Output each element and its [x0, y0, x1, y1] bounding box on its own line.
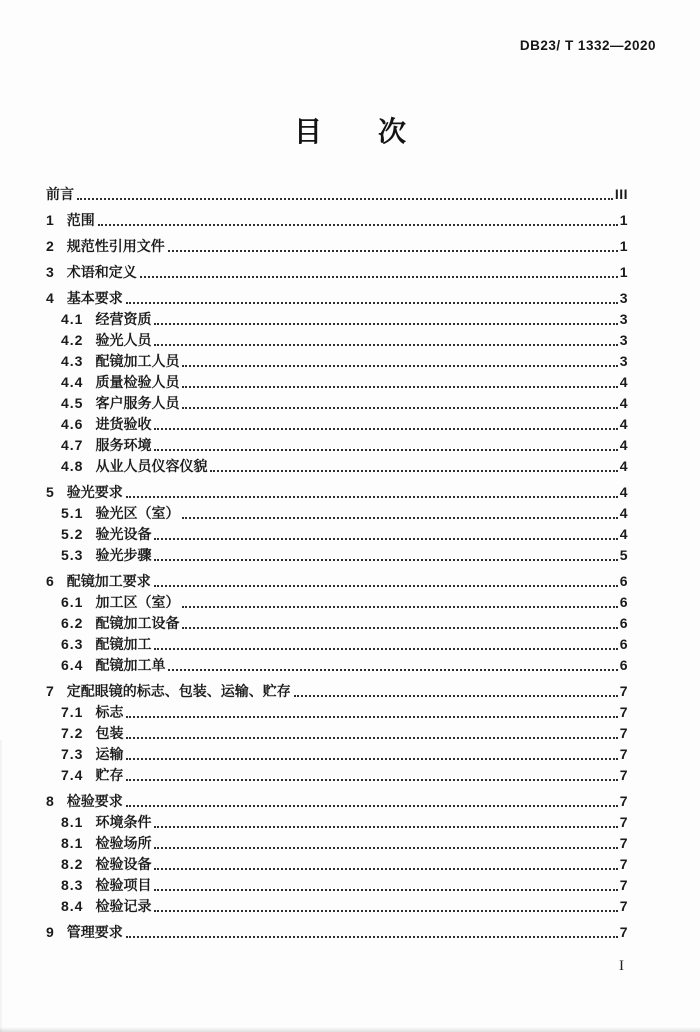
entry-page: 6	[619, 636, 628, 652]
entry-number: 1	[46, 212, 55, 228]
entry-page: 7	[619, 924, 628, 940]
leader-dots	[126, 936, 618, 938]
toc-entry	[46, 634, 628, 655]
leader-dots	[182, 365, 617, 367]
toc-entry	[46, 456, 628, 477]
scan-edge-left	[0, 740, 3, 1032]
entry-number: 4.4	[61, 374, 84, 390]
leader-dots	[126, 779, 617, 781]
toc-entry	[46, 288, 628, 309]
entry-title: 质量检验人员	[95, 374, 180, 390]
entry-title: 验光要求	[66, 484, 123, 500]
entry-page: 7	[619, 877, 628, 893]
entry-number: 7.3	[61, 746, 84, 762]
entry-page: 1	[619, 264, 628, 280]
entry-title: 检验设备	[95, 856, 152, 872]
leader-dots	[154, 449, 617, 451]
entry-page: 7	[619, 793, 628, 809]
leader-dots	[126, 758, 617, 760]
entry-title: 范围	[66, 212, 95, 228]
entry-title: 规范性引用文件	[66, 238, 165, 254]
entry-number: 8.1	[61, 814, 84, 830]
toc-entry	[46, 372, 628, 393]
leader-dots	[154, 826, 617, 828]
leader-dots	[77, 198, 613, 200]
entry-title: 配镜加工要求	[66, 573, 151, 589]
entry-page: 6	[619, 615, 628, 631]
entry-title: 配镜加工设备	[95, 615, 180, 631]
entry-title: 服务环境	[95, 437, 152, 453]
entry-number: 5.1	[61, 505, 84, 521]
entry-page: 4	[619, 484, 628, 500]
entry-page: 3	[619, 353, 628, 369]
entry-page: 7	[619, 683, 628, 699]
entry-title: 贮存	[95, 767, 124, 783]
leader-dots	[168, 669, 617, 671]
toc-entry	[46, 896, 628, 917]
entry-page: 7	[619, 767, 628, 783]
leader-dots	[154, 648, 617, 650]
entry-page: 4	[619, 526, 628, 542]
toc-entry	[46, 613, 628, 634]
entry-page: 3	[619, 332, 628, 348]
toc-entry	[46, 503, 628, 524]
toc-entry	[46, 482, 628, 503]
leader-dots	[182, 606, 617, 608]
entry-page: 6	[619, 657, 628, 673]
toc-entry	[46, 236, 628, 257]
entry-page: 7	[619, 835, 628, 851]
standard-number-header: DB23/ T 1332—2020	[519, 38, 656, 53]
leader-dots	[182, 407, 617, 409]
entry-title: 验光设备	[95, 526, 152, 542]
entry-number: 4.8	[61, 458, 84, 474]
toc-entry	[46, 309, 628, 330]
toc-entry	[46, 765, 628, 786]
entry-page: 4	[619, 374, 628, 390]
leader-dots	[182, 627, 617, 629]
toc-entry	[46, 435, 628, 456]
leader-dots	[168, 250, 618, 252]
entry-page: 3	[619, 311, 628, 327]
leader-dots	[140, 276, 618, 278]
entry-page: 7	[619, 725, 628, 741]
toc-list	[46, 184, 628, 943]
entry-title: 配镜加工	[95, 636, 152, 652]
toc-entry	[46, 393, 628, 414]
entry-title: 基本要求	[66, 290, 123, 306]
entry-number: 7.1	[61, 704, 84, 720]
entry-number: 6	[46, 573, 55, 589]
entry-page: 4	[619, 416, 628, 432]
entry-page: 4	[619, 458, 628, 474]
toc-entry	[46, 330, 628, 351]
leader-dots	[154, 910, 617, 912]
leader-dots	[210, 470, 617, 472]
leader-dots	[154, 889, 617, 891]
entry-page: 7	[619, 898, 628, 914]
entry-title: 环境条件	[95, 814, 152, 830]
toc-entry	[46, 545, 628, 566]
entry-number: 7	[46, 683, 55, 699]
entry-number: 6.2	[61, 615, 84, 631]
entry-number: 6.1	[61, 594, 84, 610]
entry-title: 进货验收	[95, 416, 152, 432]
entry-title: 运输	[95, 746, 124, 762]
entry-page: 3	[619, 290, 628, 306]
leader-dots	[154, 559, 617, 561]
entry-title: 验光步骤	[95, 547, 152, 563]
entry-number: 8.4	[61, 898, 84, 914]
entry-page: 1	[619, 238, 628, 254]
entry-page: 7	[619, 704, 628, 720]
toc-entry	[46, 262, 628, 283]
scan-edge-bottom	[0, 1027, 700, 1032]
entry-title: 经营资质	[95, 311, 152, 327]
entry-title: 加工区（室）	[95, 594, 180, 610]
toc-entry	[46, 210, 628, 231]
entry-number: 4.5	[61, 395, 84, 411]
entry-title: 配镜加工人员	[95, 353, 180, 369]
entry-number: 8.2	[61, 856, 84, 872]
toc-entry	[46, 812, 628, 833]
entry-title: 配镜加工单	[95, 657, 166, 673]
entry-page: 7	[619, 814, 628, 830]
entry-title: 从业人员仪容仪貌	[95, 458, 208, 474]
leader-dots	[154, 585, 618, 587]
entry-title: 验光区（室）	[95, 505, 180, 521]
entry-number: 7.2	[61, 725, 84, 741]
leader-dots	[154, 847, 617, 849]
entry-title: 检验场所	[95, 835, 152, 851]
entry-number: 2	[46, 238, 55, 254]
entry-number: 5.3	[61, 547, 84, 563]
leader-dots	[126, 496, 618, 498]
entry-page: 6	[619, 594, 628, 610]
entry-title: 检验记录	[95, 898, 152, 914]
leader-dots	[126, 302, 618, 304]
toc-entry	[46, 655, 628, 676]
entry-title: 检验要求	[66, 793, 123, 809]
entry-number: 4.7	[61, 437, 84, 453]
footer-page-number: I	[619, 958, 624, 974]
toc-entry	[46, 854, 628, 875]
entry-number: 4.3	[61, 353, 84, 369]
entry-page: 1	[619, 212, 628, 228]
entry-page: 7	[619, 746, 628, 762]
entry-number: 8	[46, 793, 55, 809]
entry-title: 定配眼镜的标志、包装、运输、贮存	[66, 683, 291, 699]
entry-title: 客户服务人员	[95, 395, 180, 411]
toc-entry	[46, 875, 628, 896]
entry-title: 验光人员	[95, 332, 152, 348]
leader-dots	[154, 428, 617, 430]
entry-number: 4.6	[61, 416, 84, 432]
toc-entry	[46, 592, 628, 613]
entry-number: 9	[46, 924, 55, 940]
leader-dots	[126, 737, 617, 739]
toc-entry	[46, 791, 628, 812]
entry-page: 5	[619, 547, 628, 563]
entry-number: 4	[46, 290, 55, 306]
entry-title: 标志	[95, 704, 124, 720]
entry-title: 检验项目	[95, 877, 152, 893]
leader-dots	[126, 716, 617, 718]
toc-title: 目 次	[293, 116, 406, 147]
entry-page: 6	[619, 573, 628, 589]
entry-page: 7	[619, 856, 628, 872]
entry-title: 管理要求	[66, 924, 123, 940]
entry-title: 前言	[46, 186, 74, 202]
toc-entry	[46, 524, 628, 545]
entry-page: III	[614, 186, 628, 202]
leader-dots	[182, 386, 617, 388]
leader-dots	[154, 868, 617, 870]
toc-entry	[46, 922, 628, 943]
leader-dots	[126, 805, 618, 807]
entry-number: 4.1	[61, 311, 84, 327]
toc-entry	[46, 833, 628, 854]
entry-page: 4	[619, 437, 628, 453]
entry-page: 4	[619, 505, 628, 521]
entry-title: 包装	[95, 725, 124, 741]
entry-title: 术语和定义	[66, 264, 137, 280]
toc-entry	[46, 414, 628, 435]
toc-entry	[46, 351, 628, 372]
toc-entry	[46, 681, 628, 702]
leader-dots	[154, 344, 617, 346]
entry-number: 6.3	[61, 636, 84, 652]
toc-entry	[46, 184, 628, 205]
toc-entry	[46, 723, 628, 744]
leader-dots	[294, 695, 618, 697]
entry-number: 8.3	[61, 877, 84, 893]
entry-number: 5.2	[61, 526, 84, 542]
entry-number: 4.2	[61, 332, 84, 348]
toc-entry	[46, 571, 628, 592]
entry-number: 8.1	[61, 835, 84, 851]
leader-dots	[182, 517, 617, 519]
entry-number: 3	[46, 264, 55, 280]
entry-page: 4	[619, 395, 628, 411]
entry-number: 7.4	[61, 767, 84, 783]
leader-dots	[98, 224, 618, 226]
toc-entry	[46, 702, 628, 723]
entry-number: 6.4	[61, 657, 84, 673]
leader-dots	[154, 538, 617, 540]
entry-number: 5	[46, 484, 55, 500]
leader-dots	[154, 323, 617, 325]
toc-entry	[46, 744, 628, 765]
